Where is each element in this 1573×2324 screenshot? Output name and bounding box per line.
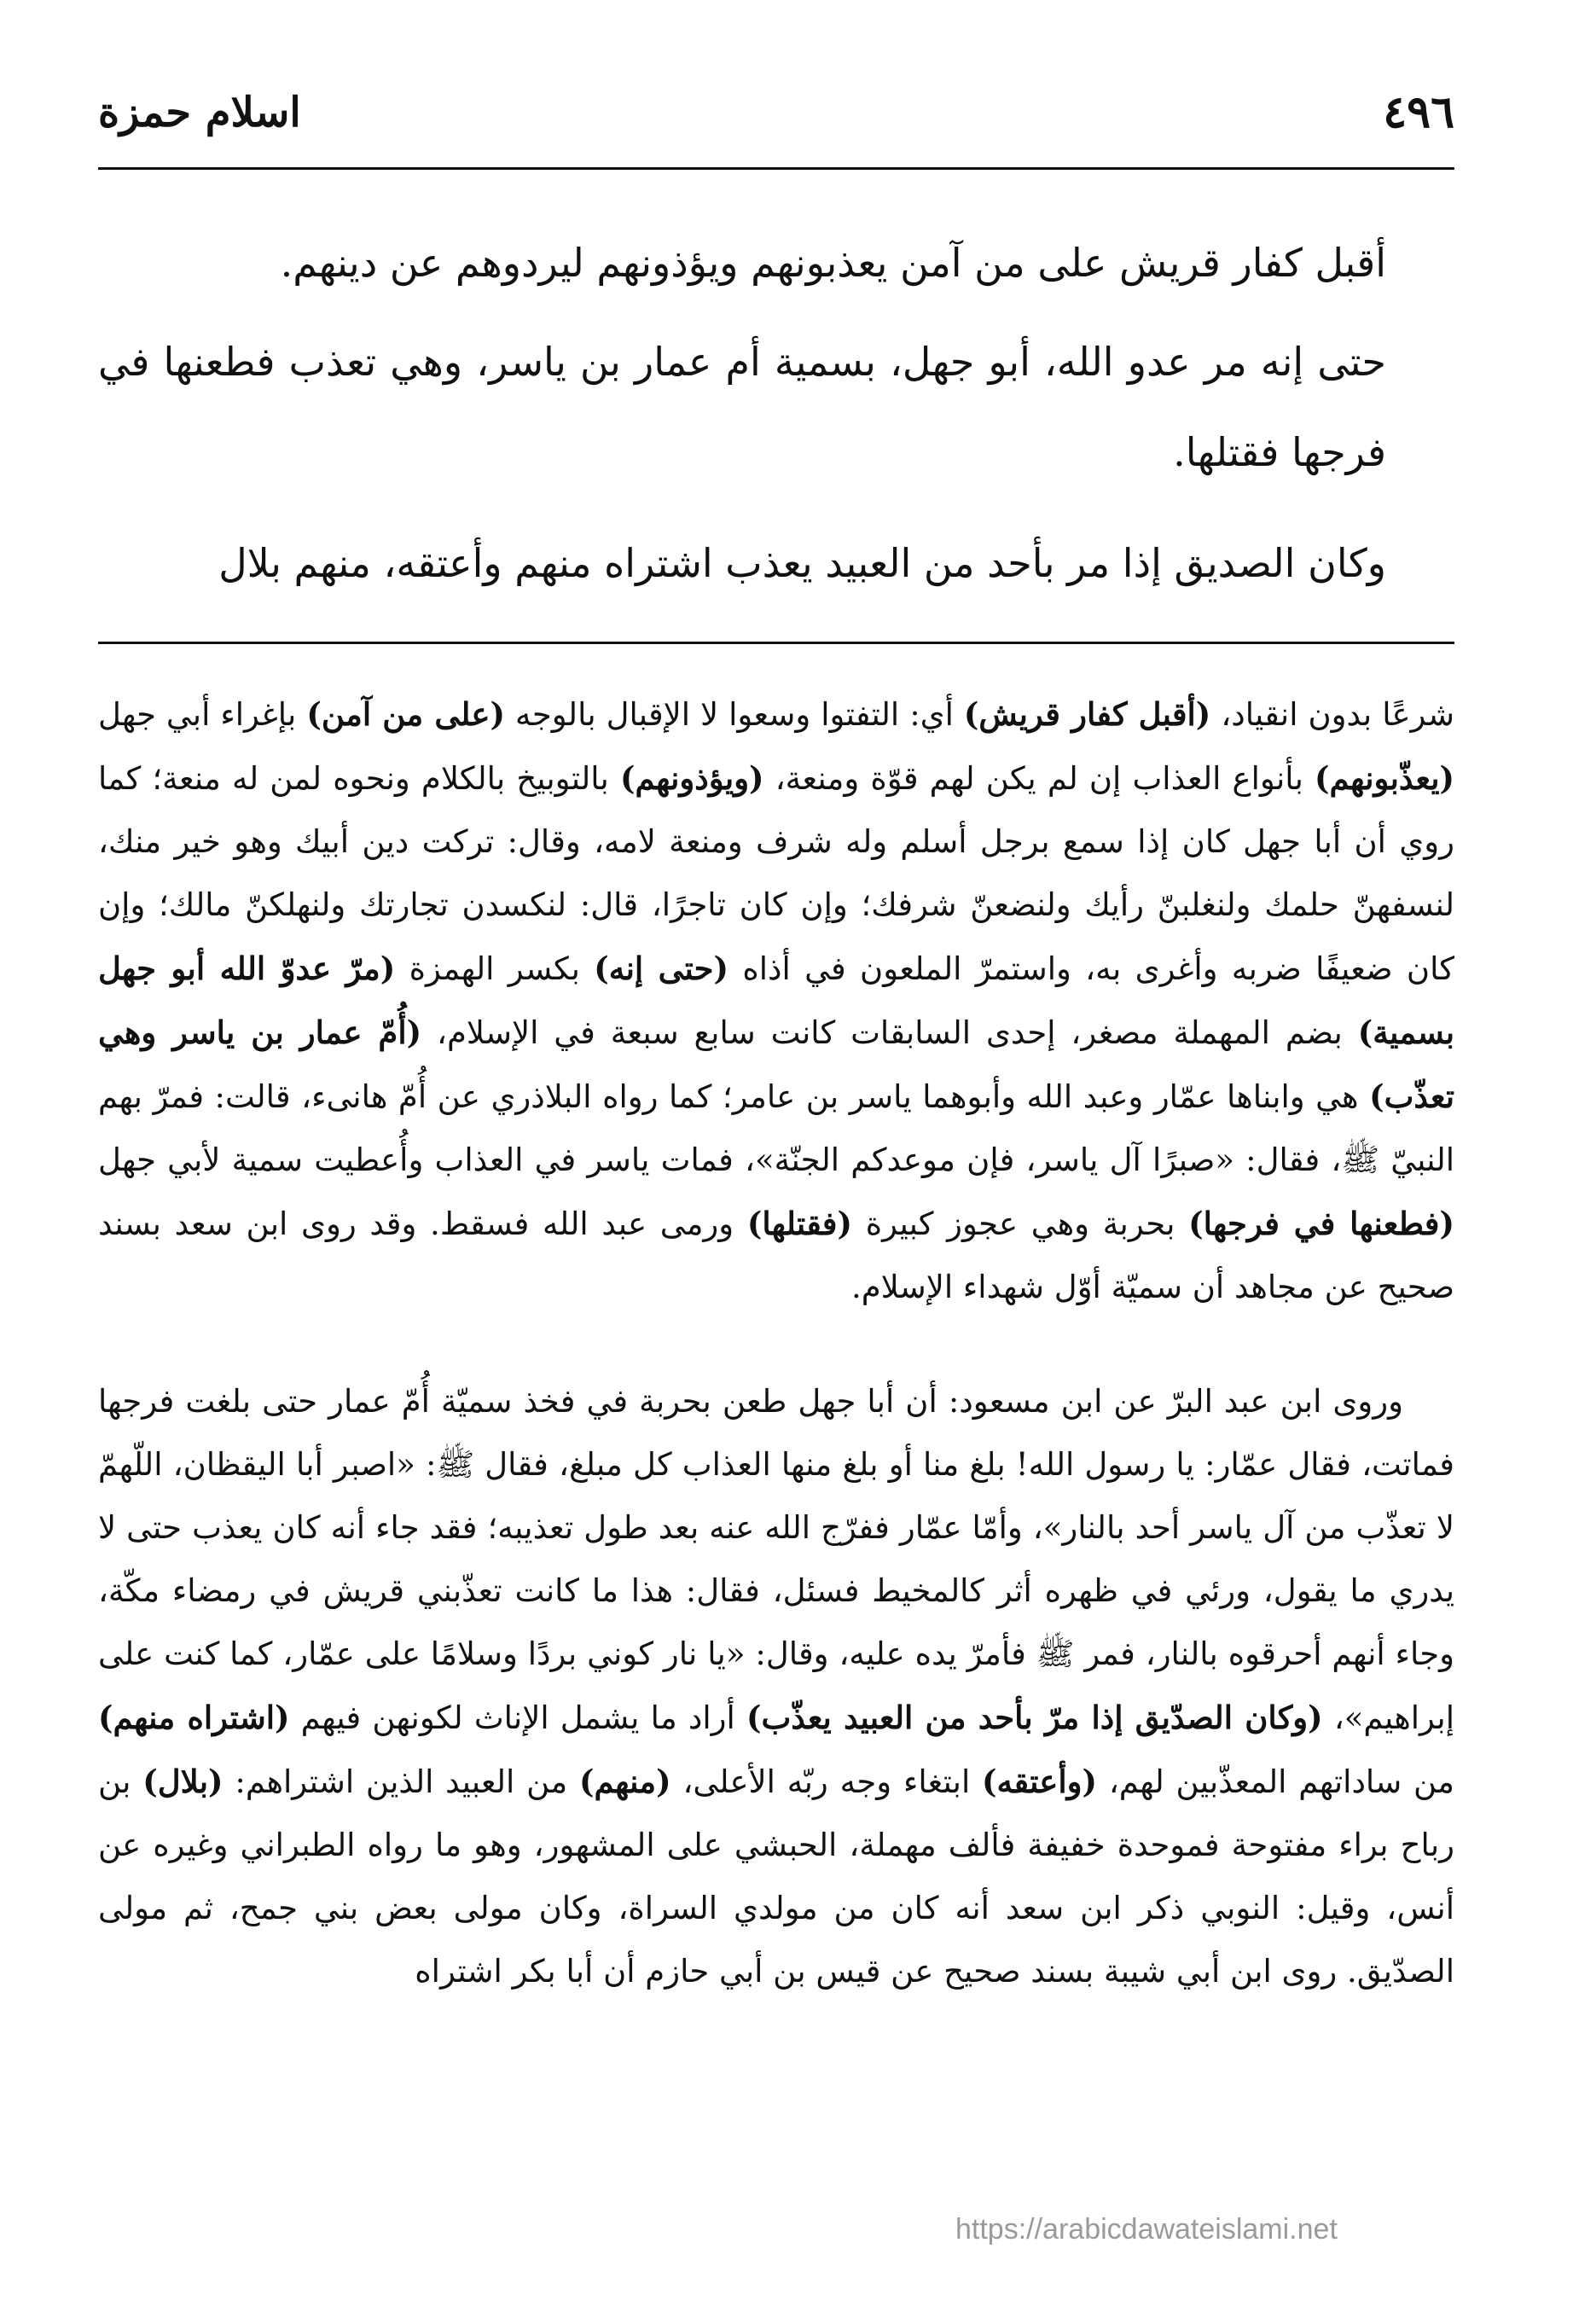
quoted-matn-phrase: (فقتلها)	[746, 1205, 853, 1242]
quoted-matn-phrase: (وكان الصدّيق إذا مرّ بأحد من العبيد يعذّب)	[746, 1699, 1323, 1736]
commentary-text: بالتوبيخ بالكلام ونحوه لمن له منعة؛ كما روي أن أبا جهل كان إذا سمع برجل أسلم وله شرف ومنعة لامه، وقال: تركت دين أبيك وهو خير منك، لنسفهنّ حلمك ولنغلبنّ رأيك ولنضعنّ شرفك؛ وإن كان تاجرًا، قال: لنكسدن تجارتك ولنهلكنّ مالك؛ وإن كان ضعيفًا ضربه وأغرى به، واستمرّ الملعون في أذاه	[98, 760, 1454, 987]
commentary-divider	[98, 642, 1454, 644]
commentary-text: بأنواع العذاب إن لم يكن لهم قوّة ومنعة،	[763, 760, 1315, 797]
quoted-matn-phrase: (مرّ عدوّ الله أبو جهل بسمية)	[98, 950, 1454, 1051]
commentary-text: وروى ابن عبد البرّ عن ابن مسعود: أن أبا جهل طعن بحربة في فخذ سميّة أُمّ عمار حتى بلغت فرجها فماتت، فقال عمّار: يا رسول الله! بلغ منا أو بلغ منها العذاب كل مبلغ، فقال ﷺ: «اصبر أبا اليقظان، اللّهمّ لا تعذّب من آل ياسر أحد بالنار»، وأمّا عمّار ففرّج الله عنه بعد طول تعذيبه؛ فقد جاء أنه كان يعذب حتى لا يدري ما يقول، ورئي في ظهره أثر كالمخيط فسئل، فقال: هذا ما كانت تعذّبني قريش في رمضاء مكّة، وجاء أنهم أحرقوه بالنار، فمر ﷺ فأمرّ يده عليه، وقال: «يا نار كوني بردًا وسلامًا على عمّار، كما كنت على إبراهيم»،	[98, 1383, 1454, 1736]
commentary-paragraph-2	[98, 1370, 1454, 2003]
main-paragraph-3: وكان الصديق إذا مر بأحد من العبيد يعذب اشتراه منهم وأعتقه، منهم بلال	[218, 540, 1386, 586]
commentary	[98, 683, 1454, 2003]
chapter-title: اسلام حمزة	[98, 89, 301, 137]
commentary-text: بكسر الهمزة	[395, 950, 595, 987]
quoted-matn-phrase: (اشتراه منهم)	[98, 1699, 290, 1736]
commentary-text: من ساداتهم المعذّبين لهم،	[1097, 1763, 1454, 1800]
quoted-matn-phrase: (على من آمن)	[306, 695, 505, 733]
commentary-text: هي وابناها عمّار وعبد الله وأبوهما ياسر بن عامر؛ كما رواه البلاذري عن أُمّ هانىء، قالت: فمرّ بهم النبيّ ﷺ، فقال: «صبرًا آل ياسر، فإن موعدكم الجنّة»، فمات ياسر في العذاب وأُعطيت سمية لأبي جهل	[98, 1078, 1454, 1178]
commentary-text: ورمى عبد الله فسقط. وقد روى ابن سعد بسند صحيح عن مجاهد أن سميّة أوّل شهداء الإسلام.	[98, 1206, 1454, 1305]
page-number: ٤٩٦	[1383, 86, 1454, 138]
header-divider	[98, 167, 1454, 170]
quoted-matn-phrase: (منهم)	[578, 1763, 671, 1800]
commentary-text: بن رباح براء مفتوحة فموحدة خفيفة فألف مهملة، الحبشي على المشهور، وهو ما رواه الطبراني وغيره عن أنس، وقيل: النوبي ذكر ابن سعد أنه كان من مولدي السراة، وكان مولى بعض بني جمح، ثم مولى الصدّيق. روى ابن أبي شيبة بسند صحيح عن قيس بن أبي حازم أن أبا بكر اشتراه	[98, 1763, 1454, 1990]
main-paragraph-1: أقبل كفار قريش على من آمن يعذبونهم ويؤذونهم ليردوهم عن دينهم.	[280, 240, 1386, 286]
commentary-text: بحربة وهي عجوز كبيرة	[852, 1206, 1189, 1242]
commentary-paragraph-1	[98, 683, 1454, 1319]
quoted-matn-phrase: (أُمّ عمار بن ياسر وهي تعذّب)	[98, 1014, 1454, 1115]
main-text	[98, 218, 1386, 617]
quoted-matn-phrase: (أقبل كفار قريش)	[963, 695, 1211, 733]
commentary-text: شرعًا بدون انقياد،	[1210, 696, 1454, 733]
quoted-matn-phrase: (وأعتقه)	[982, 1763, 1098, 1800]
watermark-url: https://arabicdawateislami.net	[955, 2213, 1338, 2246]
commentary-text: أراد ما يشمل الإناث لكونهن فيهم	[289, 1699, 746, 1736]
quoted-matn-phrase: (ويؤذونهم)	[619, 759, 764, 797]
commentary-text: من العبيد الذين اشتراهم:	[223, 1763, 579, 1800]
quoted-matn-phrase: (بلال)	[142, 1763, 223, 1800]
main-paragraph-2: حتى إنه مر عدو الله، أبو جهل، بسمية أم عمار بن ياسر، وهي تعذب فطعنها في فرجها فقتلها.	[98, 339, 1386, 475]
quoted-matn-phrase: (حتى إنه)	[594, 950, 729, 987]
quoted-matn-phrase: (فطعنها في فرجها)	[1188, 1205, 1454, 1242]
commentary-text: بإغراء أبي جهل	[98, 696, 307, 733]
quoted-matn-phrase: (يعذّبونهم)	[1315, 759, 1455, 797]
commentary-text: بضم المهملة مصغر، إحدى السابقات كانت سابع سبعة في الإسلام،	[421, 1014, 1358, 1051]
commentary-text: ابتغاء وجه ربّه الأعلى،	[670, 1763, 983, 1800]
commentary-text: أي: التفتوا وسعوا لا الإقبال بالوجه	[505, 696, 964, 733]
page-header	[98, 78, 1454, 147]
